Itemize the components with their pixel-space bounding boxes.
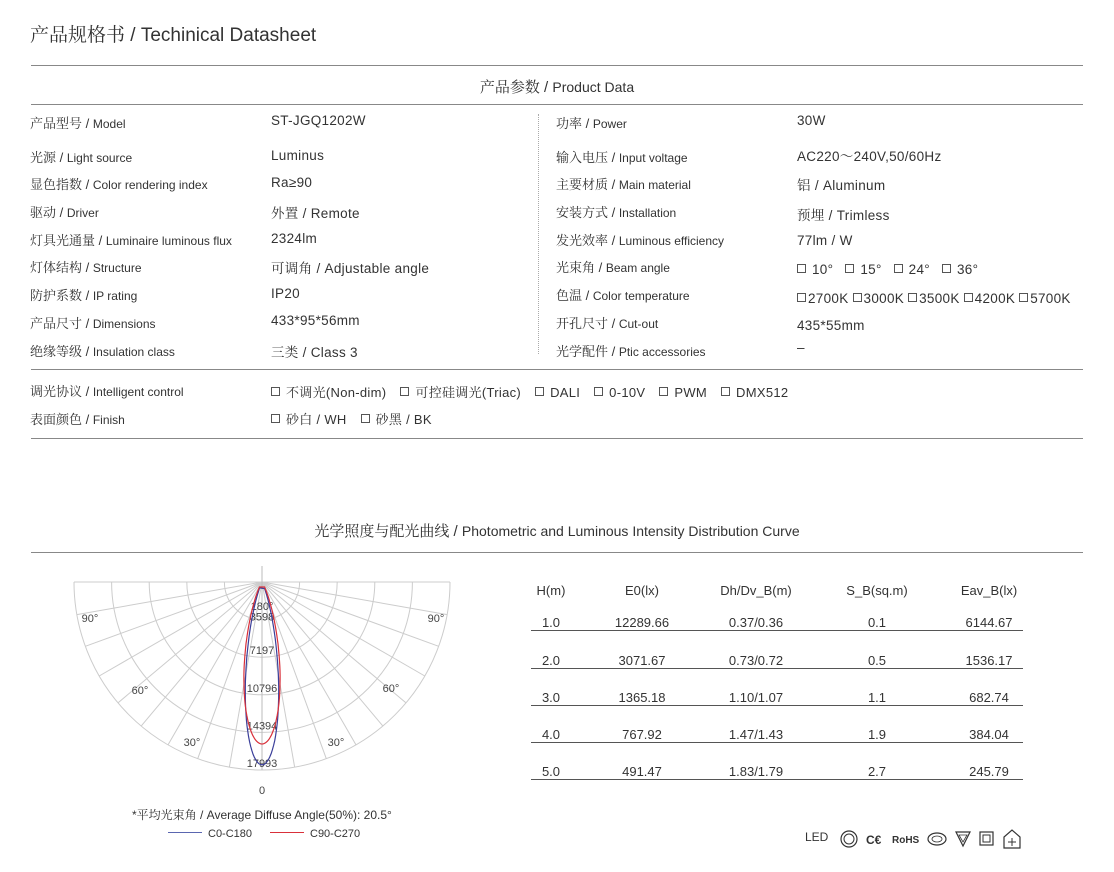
spec-label-en: Dimensions (92, 317, 156, 331)
option-item[interactable] (894, 262, 930, 277)
spec-label-en: Color rendering index (92, 178, 208, 192)
spec-label (30, 285, 137, 304)
divider (31, 552, 1083, 553)
spec-value: 435*55mm (797, 318, 865, 333)
option-label: PWM (674, 385, 708, 400)
ring-value-label: 17993 (246, 758, 278, 770)
spec-label-cn: 灯体结构 / (30, 260, 93, 275)
spec-value: 77lm / W (797, 233, 853, 248)
product-data-title (0, 76, 1114, 97)
spec-label-cn: 光学配件 / (556, 344, 619, 359)
spec-label-en: Cut-out (618, 317, 659, 331)
spec-options (797, 262, 990, 277)
finish-options (271, 409, 446, 428)
spec-value: Ra≥90 (271, 175, 313, 190)
spec-label-en: Luminous efficiency (618, 234, 725, 248)
spec-value: – (797, 340, 805, 355)
spec-label-cn: 发光效率 / (556, 233, 619, 248)
option-label: 不调光(Non-dim) (286, 385, 387, 400)
table-row-rule (531, 668, 1023, 669)
product-data-title-cn: 产品参数 / (479, 79, 553, 96)
checkbox[interactable] (721, 387, 730, 396)
spec-label-cn: 灯具光通量 / (30, 233, 106, 248)
checkbox[interactable] (659, 387, 668, 396)
table-cell: 384.04 (969, 727, 1009, 742)
angle-label: 90° (81, 613, 99, 625)
table-cell: 5.0 (541, 764, 561, 779)
table-cell: 0.37/0.36 (728, 615, 784, 630)
checkbox[interactable] (853, 293, 862, 302)
cqc-icon (928, 833, 946, 845)
column-divider (538, 114, 539, 354)
spec-label (556, 174, 691, 193)
table-cell: 1536.17 (965, 653, 1013, 668)
finish-option[interactable] (361, 409, 432, 428)
option-item[interactable] (908, 291, 960, 306)
legend-c90 (270, 828, 360, 840)
spec-label (556, 285, 690, 304)
legend-c0 (168, 828, 252, 840)
angle-label: 90° (427, 613, 445, 625)
checkbox[interactable] (797, 293, 806, 302)
spec-label-en: Light source (66, 151, 133, 165)
option-label: 2700K (808, 291, 849, 306)
option-item[interactable] (845, 262, 881, 277)
spec-value: 预埋 / Trimless (797, 208, 890, 223)
spec-label-en: Installation (618, 206, 677, 220)
rohs-mark: RoHS (892, 835, 920, 846)
option-item[interactable] (853, 291, 905, 306)
checkbox[interactable] (797, 264, 806, 273)
option-item[interactable] (942, 262, 978, 277)
control-label-cn: 调光协议 / (30, 384, 93, 399)
option-label: 可控硅调光(Triac) (415, 385, 522, 400)
spec-label-en: Beam angle (605, 261, 670, 275)
table-cell: 0.5 (867, 653, 887, 668)
option-label: 4200K (974, 291, 1016, 306)
angle-label: 30° (183, 737, 201, 749)
spec-label (30, 230, 232, 249)
table-row-rule (531, 779, 1023, 780)
option-label: 10° (812, 262, 834, 277)
spec-label (556, 202, 676, 221)
spec-label (556, 341, 706, 360)
option-label: 砂白 / WH (286, 412, 347, 427)
finish-label (30, 409, 125, 428)
checkbox[interactable] (594, 387, 603, 396)
table-cell: 245.79 (969, 764, 1009, 779)
angle-label: 30° (327, 737, 345, 749)
finish-label-cn: 表面颜色 / (30, 412, 93, 427)
table-cell: 1.10/1.07 (728, 690, 784, 705)
ring-value-label: 10796 (246, 682, 278, 695)
table-row-rule (531, 742, 1023, 743)
checkbox[interactable] (1019, 293, 1028, 302)
table-header: E0(lx) (625, 583, 659, 598)
table-cell: 0.73/0.72 (728, 653, 784, 668)
control-label-en: Intelligent control (92, 385, 184, 399)
spec-label (30, 147, 132, 166)
checkbox[interactable] (908, 293, 917, 302)
spec-label-cn: 输入电压 / (556, 150, 619, 165)
checkbox[interactable] (271, 387, 280, 396)
option-item[interactable] (964, 291, 1016, 306)
control-option[interactable] (594, 385, 645, 400)
legend-c90-line (270, 832, 304, 833)
table-cell: 2.0 (541, 653, 561, 668)
table-cell: 1.9 (867, 727, 887, 742)
spec-label-en: Insulation class (92, 345, 175, 359)
spec-value: AC220～240V,50/60Hz (797, 149, 942, 164)
option-label: 3000K (863, 291, 905, 306)
spec-label (30, 313, 156, 332)
spec-label-en: Luminaire luminous flux (105, 234, 232, 248)
checkbox[interactable] (845, 264, 854, 273)
control-option[interactable] (271, 382, 386, 401)
spec-label-en: IP rating (92, 289, 138, 303)
checkbox[interactable] (361, 414, 370, 423)
page-title: 产品规格书 / Techinical Datasheet (30, 25, 317, 46)
spec-label-en: Model (92, 117, 126, 131)
ring-value-label: 14394 (246, 720, 278, 733)
table-cell: 491.47 (622, 764, 662, 779)
spec-label (30, 257, 142, 276)
control-label (30, 381, 184, 400)
control-option[interactable] (659, 385, 707, 400)
spec-label-cn: 色温 / (556, 288, 593, 303)
legend-c0-label: C0-C180 (208, 828, 253, 840)
spec-label-cn: 产品尺寸 / (30, 316, 93, 331)
table-cell: 12289.66 (614, 615, 670, 630)
angle-label: 0 (258, 785, 266, 797)
spec-label-cn: 功率 / (556, 116, 593, 131)
table-cell: 1365.18 (618, 690, 666, 705)
option-item[interactable] (797, 291, 849, 306)
checkbox[interactable] (535, 387, 544, 396)
spec-value: 可调角 / Adjustable angle (271, 261, 430, 276)
table-cell: 2.7 (867, 764, 887, 779)
table-row-rule (531, 705, 1023, 706)
certification-marks (838, 828, 1028, 850)
photometric-title-cn: 光学照度与配光曲线 / (314, 523, 462, 540)
table-header: Eav_B(lx) (960, 583, 1018, 598)
spec-value: Luminus (271, 148, 325, 163)
spec-value: 30W (797, 113, 826, 128)
spec-label-en: Driver (66, 206, 99, 220)
control-option[interactable] (535, 385, 580, 400)
ce-mark: C€ (866, 833, 882, 847)
insulation-ceiling-icon (1004, 830, 1020, 848)
checkbox[interactable] (942, 264, 951, 273)
table-cell: 1.1 (867, 690, 887, 705)
angle-label: 60° (131, 685, 149, 697)
angle-label: 180° (250, 601, 274, 613)
table-cell: 1.83/1.79 (728, 764, 784, 779)
spec-value: 三类 / Class 3 (271, 345, 358, 360)
product-data-title-en: Product Data (552, 79, 635, 95)
divider (31, 438, 1083, 439)
spec-label (30, 202, 99, 221)
spec-label (30, 341, 175, 360)
finish-option[interactable] (271, 409, 347, 428)
ring-value-label: 7197 (249, 645, 275, 658)
control-option[interactable] (721, 385, 788, 400)
spec-label-cn: 显色指数 / (30, 177, 93, 192)
table-cell: 767.92 (622, 727, 662, 742)
option-label: 24° (908, 262, 930, 277)
class-ii-icon (980, 832, 993, 845)
ring-value-label: 3598 (249, 611, 275, 624)
option-label: DMX512 (736, 385, 789, 400)
table-cell: 1.0 (541, 615, 561, 630)
spec-label-cn: 驱动 / (30, 205, 67, 220)
table-header: Dh/Dv_B(m) (720, 583, 792, 598)
divider (31, 104, 1083, 105)
option-label: DALI (550, 385, 581, 400)
option-label: 5700K (1030, 291, 1071, 306)
spec-value: IP20 (271, 286, 300, 301)
legend-c0-line (168, 832, 202, 833)
spec-label (556, 147, 688, 166)
spec-label (30, 113, 126, 132)
spec-options (797, 291, 1075, 306)
photometric-title (0, 520, 1114, 541)
divider (31, 369, 1083, 370)
spec-label-cn: 开孔尺寸 / (556, 316, 619, 331)
spec-value: 2324lm (271, 231, 318, 246)
option-label: 砂黑 / BK (375, 412, 432, 427)
spec-label (556, 113, 627, 132)
spec-label-en: Input voltage (618, 151, 688, 165)
table-row-rule (531, 630, 1023, 631)
table-header: H(m) (536, 583, 566, 598)
option-label: 36° (956, 262, 979, 277)
angle-label: 60° (382, 683, 400, 695)
checkbox[interactable] (964, 293, 973, 302)
photometric-title-en: Photometric and Luminous Intensity Distribution Curve (461, 523, 800, 539)
option-item[interactable] (797, 262, 833, 277)
table-header: S_B(sq.m) (846, 583, 908, 598)
spec-label (556, 257, 670, 276)
table-cell: 1.47/1.43 (728, 727, 784, 742)
option-item[interactable] (1019, 291, 1071, 306)
option-label: 3500K (919, 291, 960, 306)
spec-label-en: Structure (92, 261, 142, 275)
control-options (271, 382, 802, 401)
checkbox[interactable] (894, 264, 903, 273)
spec-label-cn: 安装方式 / (556, 205, 619, 220)
spec-label-cn: 光源 / (30, 150, 67, 165)
option-label: 0-10V (609, 385, 646, 400)
spec-label (30, 174, 208, 193)
spec-value: ST-JGQ1202W (271, 113, 366, 128)
table-cell: 0.1 (867, 615, 887, 630)
option-label: 15° (860, 262, 882, 277)
f-triangle-icon (956, 832, 970, 846)
table-cell: 6144.67 (965, 615, 1013, 630)
table-cell: 3071.67 (618, 653, 666, 668)
checkbox[interactable] (400, 387, 409, 396)
spec-label-en: Ptic accessories (618, 345, 706, 359)
spec-value: 433*95*56mm (271, 313, 360, 328)
checkbox[interactable] (271, 414, 280, 423)
spec-label-cn: 产品型号 / (30, 116, 93, 131)
spec-label-cn: 主要材质 / (556, 177, 619, 192)
control-option[interactable] (400, 382, 521, 401)
spec-label-cn: 防护系数 / (30, 288, 93, 303)
spec-label (556, 230, 724, 249)
table-cell: 682.74 (969, 690, 1009, 705)
spec-value: 铝 / Aluminum (797, 178, 886, 193)
ccc-icon (841, 831, 857, 847)
finish-label-en: Finish (92, 413, 125, 427)
table-cell: 4.0 (541, 727, 561, 742)
divider (31, 65, 1083, 66)
spec-label-cn: 光束角 / (556, 260, 606, 275)
spec-label (556, 313, 658, 332)
table-cell: 3.0 (541, 690, 561, 705)
spec-value: 外置 / Remote (271, 206, 360, 221)
spec-label-en: Color temperature (592, 289, 690, 303)
polar-intensity-chart (60, 560, 470, 800)
spec-label-cn: 绝缘等级 / (30, 344, 93, 359)
spec-label-en: Power (592, 117, 627, 131)
spec-label-en: Main material (618, 178, 691, 192)
legend-c90-label: C90-C270 (310, 828, 361, 840)
average-angle-note: *平均光束角 / Average Diffuse Angle(50%): 20.5° (132, 808, 392, 822)
led-mark: LED (805, 830, 829, 844)
